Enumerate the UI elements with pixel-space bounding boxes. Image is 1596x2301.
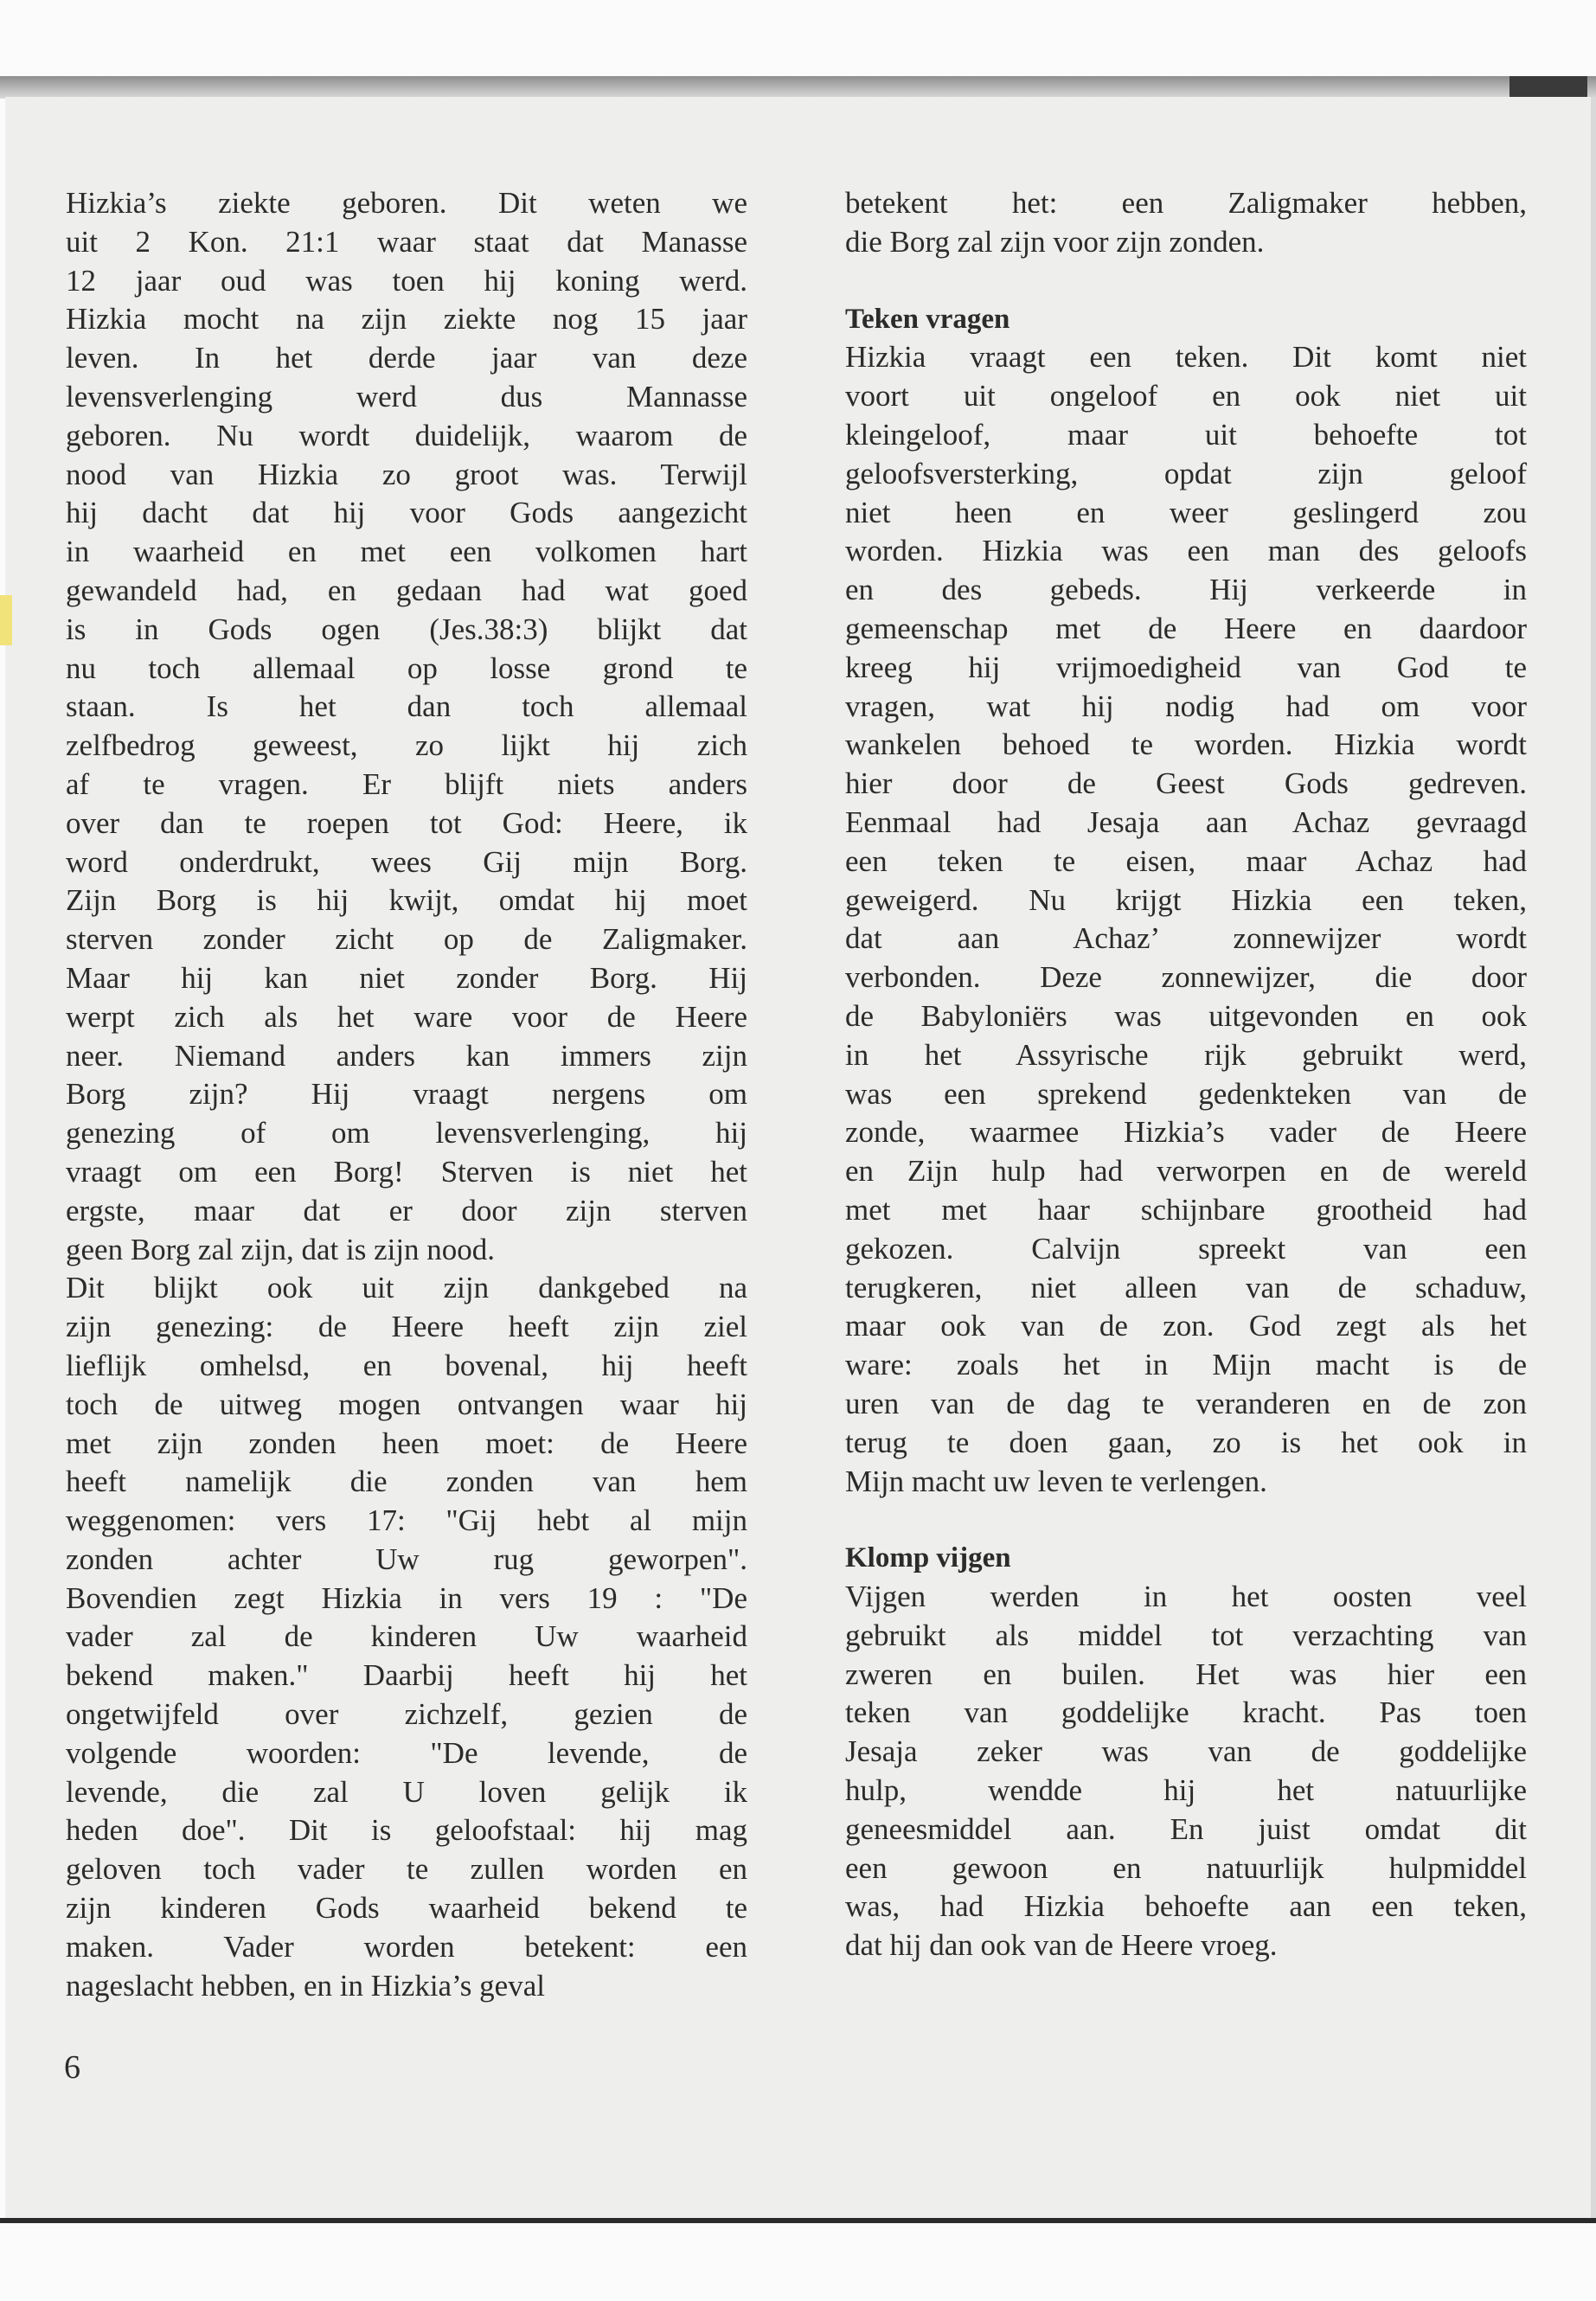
text-line: staan. Is het dan toch allemaal — [66, 689, 747, 724]
text-line: volgende woorden: "De levende, de — [66, 1735, 747, 1770]
text-line: een teken te eisen, maar Achaz had — [845, 843, 1527, 878]
text-line: vader zal de kinderen Uw waarheid — [66, 1619, 747, 1654]
text-line: dat aan Achaz’ zonnewijzer wordt — [845, 921, 1527, 956]
text-line: wankelen behoed te worden. Hizkia wordt — [845, 727, 1527, 762]
text-line: worden. Hizkia was een man des geloofs — [845, 534, 1527, 568]
text-line: uit 2 Kon. 21:1 waar staat dat Manasse — [66, 224, 747, 259]
text-line: Eenmaal had Jesaja aan Achaz gevraagd — [845, 804, 1527, 839]
text-line: zweren en builen. Het was hier een — [845, 1657, 1527, 1691]
text-line: is in Gods ogen (Jes.38:3) blijkt dat — [66, 612, 747, 646]
page-right-edge — [1591, 97, 1596, 2218]
text-line: sterven zonder zicht op de Zaligmaker. — [66, 922, 747, 957]
scan-bottom-edge — [0, 2218, 1596, 2223]
right-intro-text — [845, 184, 1527, 262]
text-line: leven. In het derde jaar van deze — [66, 341, 747, 375]
text-line: uren van de dag te veranderen en de zon — [845, 1386, 1527, 1420]
text-line: geboren. Nu wordt duidelijk, waarom de — [66, 418, 747, 452]
page-number: 6 — [64, 2049, 80, 2086]
text-line: Hizkia vraagt een teken. Dit komt niet — [845, 340, 1527, 375]
section-heading-teken-vragen: Teken vragen — [845, 303, 1010, 335]
text-line: hulp, wendde hij het natuurlijke — [845, 1773, 1527, 1808]
text-line: kreeg hij vrijmoedigheid van God te — [845, 650, 1527, 684]
text-line: levende, die zal U loven gelijk ik — [66, 1774, 747, 1809]
text-line: terugkeren, niet alleen van de schaduw, — [845, 1270, 1527, 1304]
text-line: Zijn Borg is hij kwijt, omdat hij moet — [66, 883, 747, 918]
right-column — [845, 184, 1527, 1965]
text-line: zonden achter Uw rug geworpen". — [66, 1541, 747, 1576]
text-line: Dit blijkt ook uit zijn dankgebed na — [66, 1271, 747, 1305]
text-line: kleingeloof, maar uit behoefte tot — [845, 417, 1527, 452]
text-line: verbonden. Deze zonnewijzer, die door — [845, 960, 1527, 995]
text-line: Mijn macht uw leven te verlengen. — [845, 1464, 1267, 1498]
text-line: geneesmiddel aan. En juist omdat dit — [845, 1811, 1527, 1846]
text-line: werpt zich als het ware voor de Heere — [66, 999, 747, 1034]
left-column — [66, 184, 747, 2005]
text-line: de Babyloniërs was uitgevonden en ook — [845, 998, 1527, 1033]
text-line: gemeenschap met de Heere en daardoor — [845, 611, 1527, 645]
text-line: en Zijn hulp had verworpen en de wereld — [845, 1154, 1527, 1189]
text-line: geloven toch vader te zullen worden en — [66, 1852, 747, 1887]
text-line: betekent het: een Zaligmaker hebben, — [845, 186, 1527, 220]
text-line: in waarheid en met een volkomen hart — [66, 535, 747, 569]
text-line: bekend maken." Daarbij heeft hij het — [66, 1658, 747, 1693]
text-line: af te vragen. Er blijft niets anders — [66, 766, 747, 801]
text-line: toch de uitweg mogen ontvangen waar hij — [66, 1387, 747, 1421]
text-line: nu toch allemaal op losse grond te — [66, 651, 747, 685]
text-line: ergste, maar dat er door zijn sterven — [66, 1193, 747, 1227]
text-line: weggenomen: vers 17: "Gij hebt al mijn — [66, 1503, 747, 1538]
section-spacer — [845, 1501, 1527, 1539]
text-line: Vijgen werden in het oosten veel — [845, 1580, 1527, 1614]
text-line: was, had Hizkia behoefte aan een teken, — [845, 1889, 1527, 1924]
text-line: genezing of om levensverlenging, hij — [66, 1116, 747, 1150]
text-line: zelfbedrog geweest, zo lijkt hij zich — [66, 728, 747, 763]
text-line: ongetwijfeld over zichzelf, gezien de — [66, 1697, 747, 1732]
text-line: Hizkia’s ziekte geboren. Dit weten we — [66, 186, 747, 220]
text-line: hier door de Geest Gods gedreven. — [845, 766, 1527, 801]
text-line: geloofsversterking, opdat zijn geloof — [845, 456, 1527, 490]
section-heading-klomp-vijgen: Klomp vijgen — [845, 1542, 1011, 1574]
text-line: Hizkia mocht na zijn ziekte nog 15 jaar — [66, 302, 747, 336]
text-line: nood van Hizkia zo groot was. Terwijl — [66, 457, 747, 491]
text-line: voort uit ongeloof en ook niet uit — [845, 379, 1527, 413]
text-line: gekozen. Calvijn spreekt van een — [845, 1231, 1527, 1266]
section-spacer — [845, 262, 1527, 300]
text-line: teken van goddelijke kracht. Pas toen — [845, 1695, 1527, 1730]
text-line: nageslacht hebben, en in Hizkia’s geval — [66, 1968, 545, 2003]
text-line: niet heen en weer geslingerd zou — [845, 495, 1527, 529]
text-line: word onderdrukt, wees Gij mijn Borg. — [66, 844, 747, 879]
text-line: met met haar schijnbare grootheid had — [845, 1192, 1527, 1227]
section-body-teken-vragen — [845, 338, 1527, 1501]
text-line: en des gebeds. Hij verkeerde in — [845, 573, 1527, 607]
text-line: die Borg zal zijn voor zijn zonden. — [845, 224, 1265, 259]
scan-top-edge — [0, 76, 1596, 99]
yellow-margin-mark — [0, 595, 12, 645]
text-line: neer. Niemand anders kan immers zijn — [66, 1038, 747, 1073]
text-line: vraagt om een Borg! Sterven is niet het — [66, 1154, 747, 1189]
text-line: Maar hij kan niet zonder Borg. Hij — [66, 960, 747, 995]
text-line: Borg zijn? Hij vraagt nergens om — [66, 1077, 747, 1112]
scan-top-dark-corner — [1509, 76, 1587, 99]
text-line: met zijn zonden heen moet: de Heere — [66, 1426, 747, 1460]
text-line: 12 jaar oud was toen hij koning werd. — [66, 263, 747, 298]
text-line: zonde, waarmee Hizkia’s vader de Heere — [845, 1115, 1527, 1150]
text-line: heeft namelijk die zonden van hem — [66, 1465, 747, 1499]
text-line: maken. Vader worden betekent: een — [66, 1929, 747, 1964]
text-line: vragen, wat hij nodig had om voor — [845, 689, 1527, 723]
text-line: Bovendien zegt Hizkia in vers 19 : "De — [66, 1580, 747, 1615]
text-line: ware: zoals het in Mijn macht is de — [845, 1348, 1527, 1382]
text-line: heden doe". Dit is geloofstaal: hij mag — [66, 1813, 747, 1848]
text-line: in het Assyrische rijk gebruikt werd, — [845, 1037, 1527, 1072]
text-line: hij dacht dat hij voor Gods aangezicht — [66, 496, 747, 530]
text-line: Jesaja zeker was van de goddelijke — [845, 1734, 1527, 1769]
text-line: geweigerd. Nu krijgt Hizkia een teken, — [845, 882, 1527, 917]
text-line: over dan te roepen tot God: Heere, ik — [66, 805, 747, 840]
text-line: geen Borg zal zijn, dat is zijn nood. — [66, 1232, 496, 1266]
text-line: gewandeld had, en gedaan had wat goed — [66, 573, 747, 607]
section-body-klomp-vijgen — [845, 1578, 1527, 1965]
text-line: zijn kinderen Gods waarheid bekend te — [66, 1891, 747, 1926]
text-line: levensverlenging werd dus Mannasse — [66, 379, 747, 413]
text-line: maar ook van de zon. God zegt als het — [845, 1309, 1527, 1343]
text-line: was een sprekend gedenkteken van de — [845, 1076, 1527, 1111]
text-line: een gewoon en natuurlijk hulpmiddel — [845, 1850, 1527, 1885]
text-line: lieflijk omhelsd, en bovenal, hij heeft — [66, 1348, 747, 1382]
text-line: gebruikt als middel tot verzachting van — [845, 1618, 1527, 1652]
text-line: dat hij dan ook van de Heere vroeg. — [845, 1928, 1278, 1963]
text-line: zijn genezing: de Heere heeft zijn ziel — [66, 1310, 747, 1344]
text-line: terug te doen gaan, zo is het ook in — [845, 1425, 1527, 1459]
